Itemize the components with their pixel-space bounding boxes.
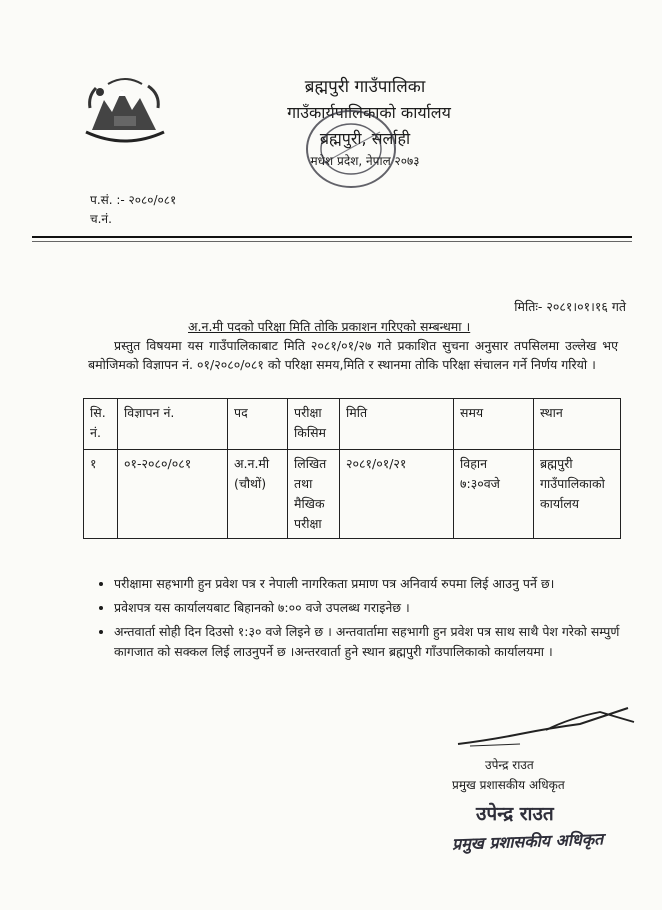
municipality-name: ब्रह्मपुरी गाउँपालिका xyxy=(304,77,426,97)
office-stamp-icon xyxy=(300,104,402,194)
cell-time: विहान ७:३०वजे xyxy=(454,450,534,539)
office-name: गाउँकार्यपालिकाको कार्यालय xyxy=(287,103,451,122)
list-item: • अन्तवार्ता सोही दिन दिउसो १:३० वजे लिइने छ । अन्तवार्तामा सहभागी हुन प्रवेश पत्र साथ साथै पेश गरेको सम्पुर्ण कागजात को सक्कल लिई लाउनुपर्ने छ ।अन्तरवार्ता हुने स्थान ब्रह्मपुरी गाँउपालिकाको कार्यालयमा । xyxy=(114,622,644,662)
header-time: समय xyxy=(454,399,534,450)
nepal-emblem-icon xyxy=(78,72,172,154)
header-date: मिति xyxy=(340,399,454,450)
cell-exam-type: लिखित तथा मैखिक परीक्षा xyxy=(288,450,340,539)
signatory-title: प्रमुख प्रशासकीय अधिकृत xyxy=(452,778,565,792)
cell-venue: ब्रह्मपुरी गाउँपालिकाको कार्यालय xyxy=(534,450,621,539)
notes-list xyxy=(90,574,644,666)
list-item: • परीक्षामा सहभागी हुन प्रवेश पत्र र नेपाली नागरिकता प्रमाण पत्र अनिवार्य रुपमा लिई आउनु पर्ने छ। xyxy=(114,574,644,594)
letter-subject: अ.न.मी पदको परिक्षा मिति तोकि प्रकाशन गरिएको सम्बन्धमा । xyxy=(188,319,471,334)
body-paragraph: प्रस्तुत विषयमा यस गाउँपालिकाबाट मिति २०८१/०१/२७ गते प्रकाशित सुचना अनुसार तपसिलमा उल्लेख भए बमोजिमको विज्ञापन नं. ०१/२०८०/०८१ को परिक्षा समय,मिति र स्थानमा तोकि परिक्षा संचालन गर्ने निर्णय गरियो । xyxy=(88,338,618,372)
header-divider-thin xyxy=(32,241,632,242)
list-item: • प्रवेशपत्र यस कार्यालयबाट बिहानको ७:०० वजे उपलब्ध गराइनेछ । xyxy=(114,598,644,618)
office-location: ब्रह्मपुरी, सर्लाही xyxy=(319,129,411,148)
name-stamp: उपेन्द्र राउत xyxy=(476,803,554,825)
title-stamp: प्रमुख प्रशासकीय अधिकृत xyxy=(451,829,604,854)
handwritten-signature-icon xyxy=(450,704,640,750)
cell-post: अ.न.मी (चौथों) xyxy=(228,450,288,539)
signatory-name: उपेन्द्र राउत xyxy=(485,758,534,772)
header-exam-type: परीक्षा किसिम xyxy=(288,399,340,450)
cell-date: २०८१/०१/२१ xyxy=(340,450,454,539)
province-name: मधेश प्रदेश, नेपाल xyxy=(310,154,391,168)
header-post: पद xyxy=(228,399,288,450)
table-row xyxy=(84,450,621,539)
letter-date: मितिः- २०८१।०१।१६ गते xyxy=(514,299,626,314)
exam-schedule-table xyxy=(83,398,621,539)
reference-number: प.सं. :- २०८०/०८१ xyxy=(90,193,177,207)
dispatch-number: च.नं. xyxy=(90,212,112,226)
header-venue: स्थान xyxy=(534,399,621,450)
table-header-row xyxy=(84,399,621,450)
header-serial: सि. नं. xyxy=(84,399,118,450)
established-year: २०७३ xyxy=(394,154,420,168)
cell-ad-number: ०१-२०८०/०८१ xyxy=(118,450,228,539)
header-ad-number: विज्ञापन नं. xyxy=(118,399,228,450)
cell-serial: १ xyxy=(84,450,118,539)
header-divider xyxy=(32,236,632,238)
